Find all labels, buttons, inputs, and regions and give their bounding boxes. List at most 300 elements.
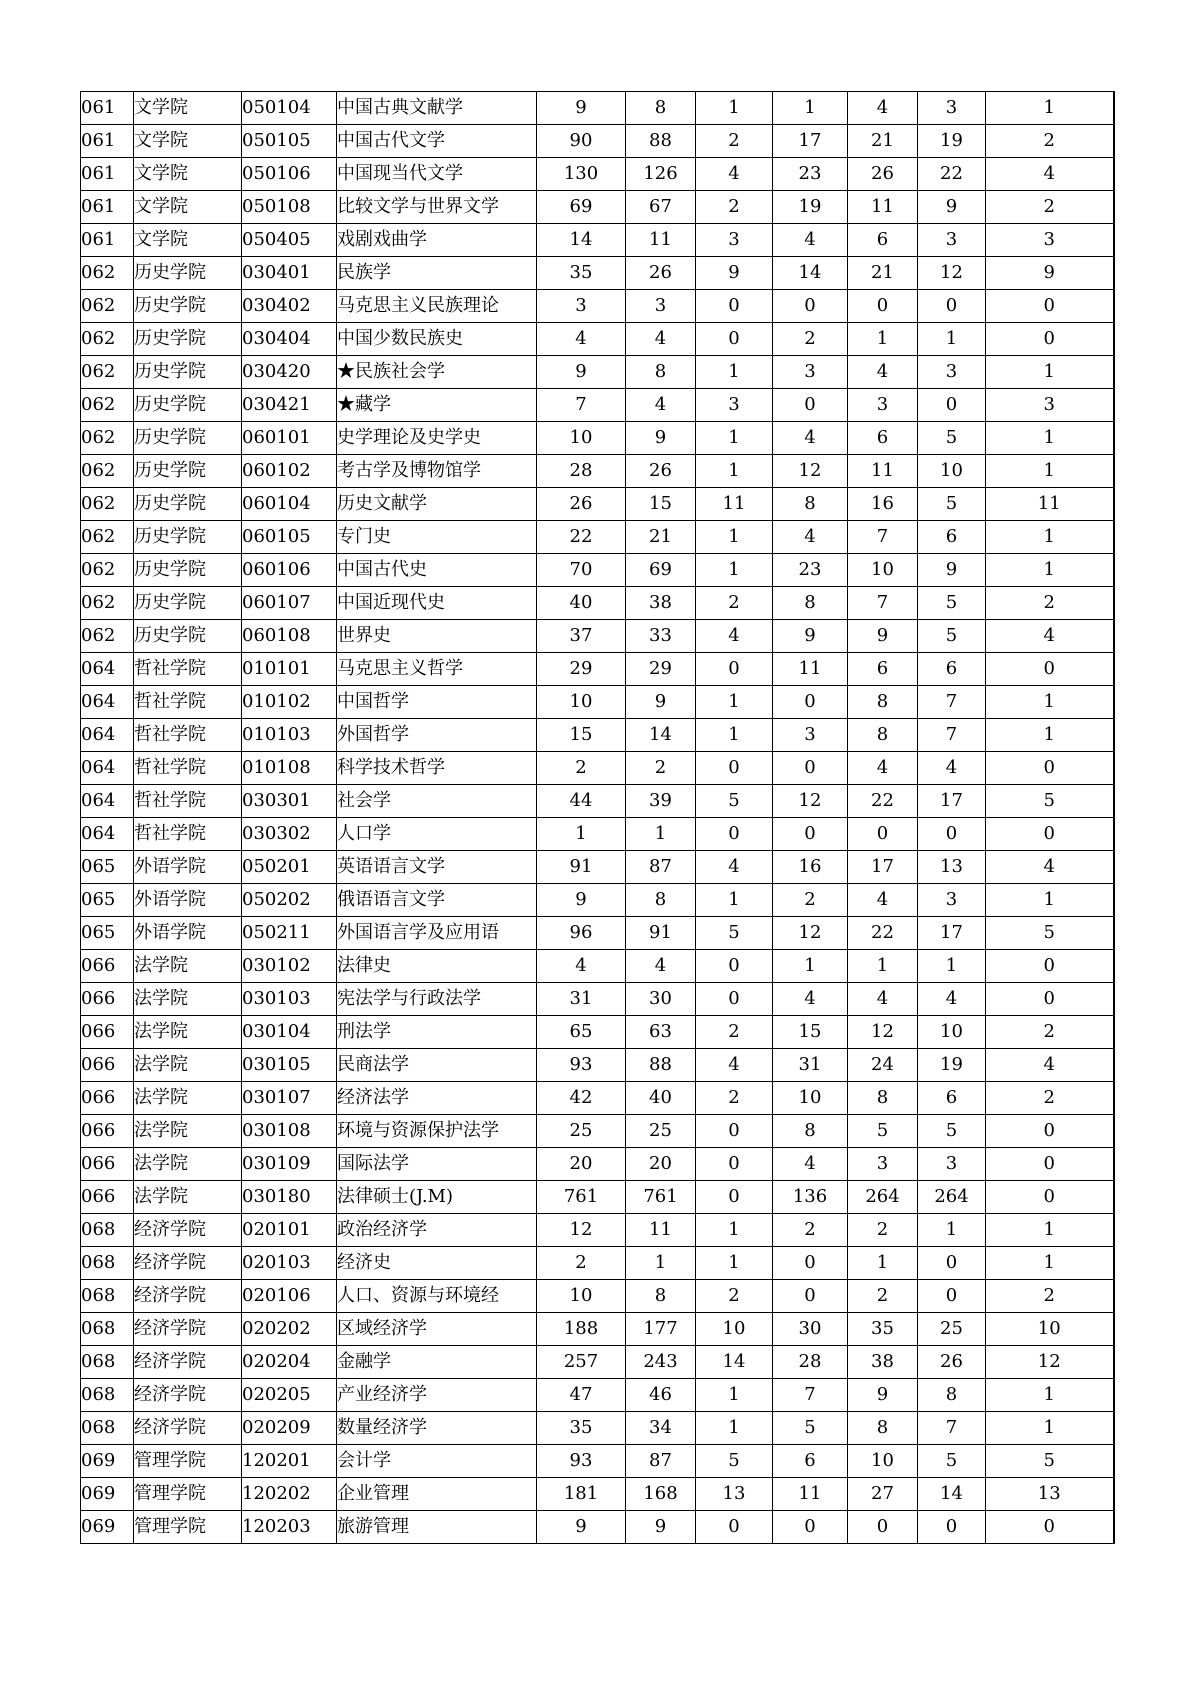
college-code-cell: 066 [81,1115,134,1148]
value-2-cell: 88 [626,1049,696,1082]
table-row [81,653,1114,686]
table-row [81,1082,1114,1115]
value-6-cell: 26 [918,1346,986,1379]
value-1-cell: 20 [537,1148,626,1181]
value-4-cell: 1 [773,950,848,983]
major-code-cell: 050104 [242,92,337,125]
value-5-cell: 264 [848,1181,918,1214]
value-7-cell: 4 [986,1049,1114,1082]
value-5-cell: 6 [848,224,918,257]
value-4-cell: 136 [773,1181,848,1214]
college-name-cell: 历史学院 [134,257,242,290]
table-row [81,356,1114,389]
value-1-cell: 9 [537,356,626,389]
value-4-cell: 1 [773,92,848,125]
value-4-cell: 12 [773,917,848,950]
table-row [81,1511,1114,1544]
value-7-cell: 1 [986,719,1114,752]
college-name-cell: 文学院 [134,158,242,191]
value-3-cell: 5 [696,1445,773,1478]
college-code-cell: 068 [81,1280,134,1313]
value-6-cell: 5 [918,1445,986,1478]
value-5-cell: 9 [848,620,918,653]
value-4-cell: 2 [773,323,848,356]
value-2-cell: 9 [626,422,696,455]
value-6-cell: 25 [918,1313,986,1346]
value-3-cell: 0 [696,950,773,983]
value-1-cell: 9 [537,884,626,917]
table-row [81,1478,1114,1511]
value-1-cell: 26 [537,488,626,521]
value-4-cell: 28 [773,1346,848,1379]
value-2-cell: 177 [626,1313,696,1346]
value-1-cell: 257 [537,1346,626,1379]
value-5-cell: 4 [848,92,918,125]
college-name-cell: 历史学院 [134,356,242,389]
college-code-cell: 062 [81,422,134,455]
table-row [81,323,1114,356]
value-6-cell: 17 [918,785,986,818]
value-5-cell: 8 [848,686,918,719]
value-7-cell: 1 [986,92,1114,125]
major-code-cell: 030102 [242,950,337,983]
major-code-cell: 030107 [242,1082,337,1115]
value-6-cell: 1 [918,950,986,983]
value-4-cell: 4 [773,1148,848,1181]
value-5-cell: 8 [848,719,918,752]
value-1-cell: 70 [537,554,626,587]
value-1-cell: 22 [537,521,626,554]
value-3-cell: 9 [696,257,773,290]
value-1-cell: 25 [537,1115,626,1148]
table-row [81,1346,1114,1379]
college-name-cell: 法学院 [134,1115,242,1148]
value-7-cell: 5 [986,917,1114,950]
college-name-cell: 经济学院 [134,1313,242,1346]
value-5-cell: 16 [848,488,918,521]
table-row [81,719,1114,752]
value-7-cell: 1 [986,1412,1114,1445]
major-name-cell: ★民族社会学 [337,356,537,389]
value-5-cell: 4 [848,752,918,785]
major-name-cell: 中国近现代史 [337,587,537,620]
college-name-cell: 文学院 [134,224,242,257]
value-6-cell: 10 [918,455,986,488]
value-6-cell: 5 [918,587,986,620]
value-1-cell: 96 [537,917,626,950]
major-name-cell: 金融学 [337,1346,537,1379]
value-2-cell: 243 [626,1346,696,1379]
college-code-cell: 062 [81,323,134,356]
college-code-cell: 062 [81,488,134,521]
value-4-cell: 3 [773,719,848,752]
major-name-cell: 宪法学与行政法学 [337,983,537,1016]
college-code-cell: 064 [81,686,134,719]
table-row [81,389,1114,422]
major-code-cell: 050202 [242,884,337,917]
table-row [81,1148,1114,1181]
value-2-cell: 168 [626,1478,696,1511]
value-6-cell: 6 [918,653,986,686]
value-4-cell: 4 [773,224,848,257]
value-3-cell: 2 [696,191,773,224]
value-6-cell: 5 [918,1115,986,1148]
college-name-cell: 历史学院 [134,620,242,653]
value-1-cell: 93 [537,1049,626,1082]
value-3-cell: 0 [696,1181,773,1214]
value-6-cell: 13 [918,851,986,884]
major-code-cell: 060104 [242,488,337,521]
college-code-cell: 061 [81,158,134,191]
value-6-cell: 9 [918,554,986,587]
table-row [81,191,1114,224]
value-1-cell: 10 [537,1280,626,1313]
major-code-cell: 030105 [242,1049,337,1082]
college-name-cell: 历史学院 [134,389,242,422]
college-code-cell: 068 [81,1247,134,1280]
value-7-cell: 0 [986,752,1114,785]
value-7-cell: 4 [986,158,1114,191]
value-2-cell: 1 [626,1247,696,1280]
major-code-cell: 030301 [242,785,337,818]
value-2-cell: 40 [626,1082,696,1115]
value-5-cell: 7 [848,521,918,554]
value-7-cell: 0 [986,1511,1114,1544]
value-4-cell: 12 [773,785,848,818]
major-name-cell: 旅游管理 [337,1511,537,1544]
value-2-cell: 4 [626,950,696,983]
major-code-cell: 030404 [242,323,337,356]
major-name-cell: 史学理论及史学史 [337,422,537,455]
value-4-cell: 11 [773,653,848,686]
value-1-cell: 29 [537,653,626,686]
value-7-cell: 2 [986,191,1114,224]
college-name-cell: 文学院 [134,92,242,125]
value-7-cell: 2 [986,1082,1114,1115]
value-1-cell: 130 [537,158,626,191]
value-3-cell: 10 [696,1313,773,1346]
value-7-cell: 3 [986,389,1114,422]
college-code-cell: 066 [81,1016,134,1049]
major-name-cell: 会计学 [337,1445,537,1478]
table-row [81,290,1114,323]
college-name-cell: 法学院 [134,1082,242,1115]
value-5-cell: 4 [848,884,918,917]
value-7-cell: 2 [986,1016,1114,1049]
value-1-cell: 31 [537,983,626,1016]
value-7-cell: 3 [986,224,1114,257]
college-code-cell: 068 [81,1313,134,1346]
value-7-cell: 10 [986,1313,1114,1346]
value-5-cell: 21 [848,257,918,290]
college-code-cell: 062 [81,455,134,488]
college-name-cell: 历史学院 [134,554,242,587]
table-row [81,983,1114,1016]
major-name-cell: 比较文学与世界文学 [337,191,537,224]
value-6-cell: 7 [918,719,986,752]
value-5-cell: 38 [848,1346,918,1379]
major-name-cell: 民商法学 [337,1049,537,1082]
value-7-cell: 1 [986,455,1114,488]
major-code-cell: 030401 [242,257,337,290]
college-name-cell: 历史学院 [134,323,242,356]
major-name-cell: 中国现当代文学 [337,158,537,191]
value-5-cell: 3 [848,1148,918,1181]
value-3-cell: 1 [696,1379,773,1412]
value-3-cell: 0 [696,1148,773,1181]
value-6-cell: 7 [918,1412,986,1445]
value-1-cell: 181 [537,1478,626,1511]
value-3-cell: 3 [696,389,773,422]
value-6-cell: 0 [918,1247,986,1280]
major-code-cell: 020103 [242,1247,337,1280]
value-7-cell: 0 [986,1181,1114,1214]
value-1-cell: 65 [537,1016,626,1049]
value-6-cell: 0 [918,1280,986,1313]
value-5-cell: 24 [848,1049,918,1082]
major-code-cell: 030104 [242,1016,337,1049]
value-2-cell: 9 [626,686,696,719]
value-4-cell: 17 [773,125,848,158]
table-row [81,686,1114,719]
major-name-cell: 人口、资源与环境经 [337,1280,537,1313]
value-3-cell: 1 [696,686,773,719]
value-7-cell: 5 [986,785,1114,818]
value-7-cell: 0 [986,653,1114,686]
value-5-cell: 7 [848,587,918,620]
value-6-cell: 0 [918,389,986,422]
college-name-cell: 哲社学院 [134,719,242,752]
value-4-cell: 4 [773,422,848,455]
value-5-cell: 5 [848,1115,918,1148]
college-name-cell: 经济学院 [134,1346,242,1379]
value-5-cell: 27 [848,1478,918,1511]
major-name-cell: 中国少数民族史 [337,323,537,356]
value-3-cell: 0 [696,1115,773,1148]
college-code-cell: 062 [81,389,134,422]
value-1-cell: 10 [537,422,626,455]
major-code-cell: 120201 [242,1445,337,1478]
college-name-cell: 管理学院 [134,1445,242,1478]
value-2-cell: 11 [626,1214,696,1247]
value-1-cell: 42 [537,1082,626,1115]
major-code-cell: 060106 [242,554,337,587]
value-4-cell: 15 [773,1016,848,1049]
major-code-cell: 050105 [242,125,337,158]
value-1-cell: 91 [537,851,626,884]
college-code-cell: 061 [81,191,134,224]
college-code-cell: 069 [81,1445,134,1478]
college-code-cell: 066 [81,950,134,983]
college-name-cell: 哲社学院 [134,818,242,851]
value-3-cell: 5 [696,917,773,950]
value-1-cell: 37 [537,620,626,653]
major-code-cell: 010101 [242,653,337,686]
college-code-cell: 066 [81,1049,134,1082]
value-2-cell: 25 [626,1115,696,1148]
major-code-cell: 020202 [242,1313,337,1346]
major-name-cell: 经济史 [337,1247,537,1280]
value-3-cell: 1 [696,521,773,554]
major-name-cell: 中国哲学 [337,686,537,719]
value-3-cell: 2 [696,1082,773,1115]
table-row [81,620,1114,653]
college-code-cell: 062 [81,620,134,653]
value-6-cell: 5 [918,422,986,455]
table-row [81,1049,1114,1082]
major-name-cell: 产业经济学 [337,1379,537,1412]
college-code-cell: 069 [81,1478,134,1511]
value-1-cell: 28 [537,455,626,488]
major-name-cell: 英语语言文学 [337,851,537,884]
college-name-cell: 外语学院 [134,884,242,917]
major-code-cell: 010103 [242,719,337,752]
college-name-cell: 历史学院 [134,521,242,554]
major-name-cell: 区域经济学 [337,1313,537,1346]
value-2-cell: 67 [626,191,696,224]
value-4-cell: 0 [773,1511,848,1544]
college-code-cell: 061 [81,224,134,257]
college-name-cell: 经济学院 [134,1412,242,1445]
value-1-cell: 4 [537,323,626,356]
value-4-cell: 16 [773,851,848,884]
major-name-cell: 法律硕士(J.M) [337,1181,537,1214]
table-row [81,1445,1114,1478]
value-2-cell: 9 [626,1511,696,1544]
college-name-cell: 外语学院 [134,917,242,950]
major-name-cell: 外国哲学 [337,719,537,752]
value-5-cell: 26 [848,158,918,191]
value-2-cell: 87 [626,851,696,884]
college-name-cell: 经济学院 [134,1379,242,1412]
value-2-cell: 87 [626,1445,696,1478]
college-code-cell: 068 [81,1346,134,1379]
value-7-cell: 1 [986,1214,1114,1247]
table-row [81,422,1114,455]
college-name-cell: 法学院 [134,983,242,1016]
value-6-cell: 5 [918,488,986,521]
table-row [81,884,1114,917]
table-row [81,1181,1114,1214]
value-3-cell: 0 [696,290,773,323]
value-3-cell: 0 [696,818,773,851]
table-row [81,1280,1114,1313]
value-2-cell: 46 [626,1379,696,1412]
major-name-cell: 国际法学 [337,1148,537,1181]
value-1-cell: 761 [537,1181,626,1214]
value-3-cell: 1 [696,554,773,587]
value-2-cell: 3 [626,290,696,323]
value-5-cell: 12 [848,1016,918,1049]
major-name-cell: 环境与资源保护法学 [337,1115,537,1148]
table-row [81,125,1114,158]
value-7-cell: 1 [986,1247,1114,1280]
table-row [81,917,1114,950]
value-3-cell: 11 [696,488,773,521]
value-6-cell: 4 [918,983,986,1016]
major-code-cell: 030180 [242,1181,337,1214]
value-5-cell: 22 [848,785,918,818]
college-code-cell: 064 [81,653,134,686]
major-name-cell: 数量经济学 [337,1412,537,1445]
value-4-cell: 2 [773,884,848,917]
college-name-cell: 法学院 [134,1181,242,1214]
value-4-cell: 11 [773,1478,848,1511]
value-3-cell: 4 [696,1049,773,1082]
value-2-cell: 126 [626,158,696,191]
value-6-cell: 22 [918,158,986,191]
value-6-cell: 264 [918,1181,986,1214]
table-row [81,554,1114,587]
major-code-cell: 050108 [242,191,337,224]
value-7-cell: 11 [986,488,1114,521]
college-name-cell: 历史学院 [134,422,242,455]
value-2-cell: 4 [626,323,696,356]
college-code-cell: 068 [81,1379,134,1412]
value-1-cell: 69 [537,191,626,224]
value-6-cell: 0 [918,1511,986,1544]
value-7-cell: 0 [986,818,1114,851]
value-3-cell: 1 [696,1412,773,1445]
value-5-cell: 11 [848,455,918,488]
value-6-cell: 0 [918,818,986,851]
value-5-cell: 6 [848,653,918,686]
value-3-cell: 2 [696,1280,773,1313]
major-code-cell: 120203 [242,1511,337,1544]
value-5-cell: 2 [848,1280,918,1313]
college-name-cell: 法学院 [134,1148,242,1181]
value-1-cell: 93 [537,1445,626,1478]
major-code-cell: 030402 [242,290,337,323]
major-code-cell: 020205 [242,1379,337,1412]
major-code-cell: 010108 [242,752,337,785]
value-7-cell: 1 [986,1379,1114,1412]
value-1-cell: 2 [537,752,626,785]
value-1-cell: 14 [537,224,626,257]
college-code-cell: 069 [81,1511,134,1544]
value-6-cell: 17 [918,917,986,950]
value-2-cell: 8 [626,1280,696,1313]
major-code-cell: 020209 [242,1412,337,1445]
value-5-cell: 10 [848,1445,918,1478]
value-4-cell: 0 [773,1280,848,1313]
value-3-cell: 1 [696,719,773,752]
major-name-cell: 法律史 [337,950,537,983]
major-name-cell: 马克思主义民族理论 [337,290,537,323]
value-2-cell: 34 [626,1412,696,1445]
value-1-cell: 10 [537,686,626,719]
value-3-cell: 1 [696,356,773,389]
value-1-cell: 9 [537,1511,626,1544]
major-name-cell: 人口学 [337,818,537,851]
major-name-cell: 科学技术哲学 [337,752,537,785]
value-7-cell: 4 [986,851,1114,884]
value-4-cell: 19 [773,191,848,224]
major-name-cell: 中国古典文献学 [337,92,537,125]
value-3-cell: 4 [696,851,773,884]
major-name-cell: 世界史 [337,620,537,653]
value-2-cell: 11 [626,224,696,257]
table-row [81,488,1114,521]
value-1-cell: 12 [537,1214,626,1247]
value-3-cell: 1 [696,455,773,488]
value-4-cell: 4 [773,983,848,1016]
value-5-cell: 8 [848,1082,918,1115]
major-code-cell: 030103 [242,983,337,1016]
enrollment-table [80,91,1115,1544]
major-name-cell: 历史文献学 [337,488,537,521]
value-1-cell: 1 [537,818,626,851]
